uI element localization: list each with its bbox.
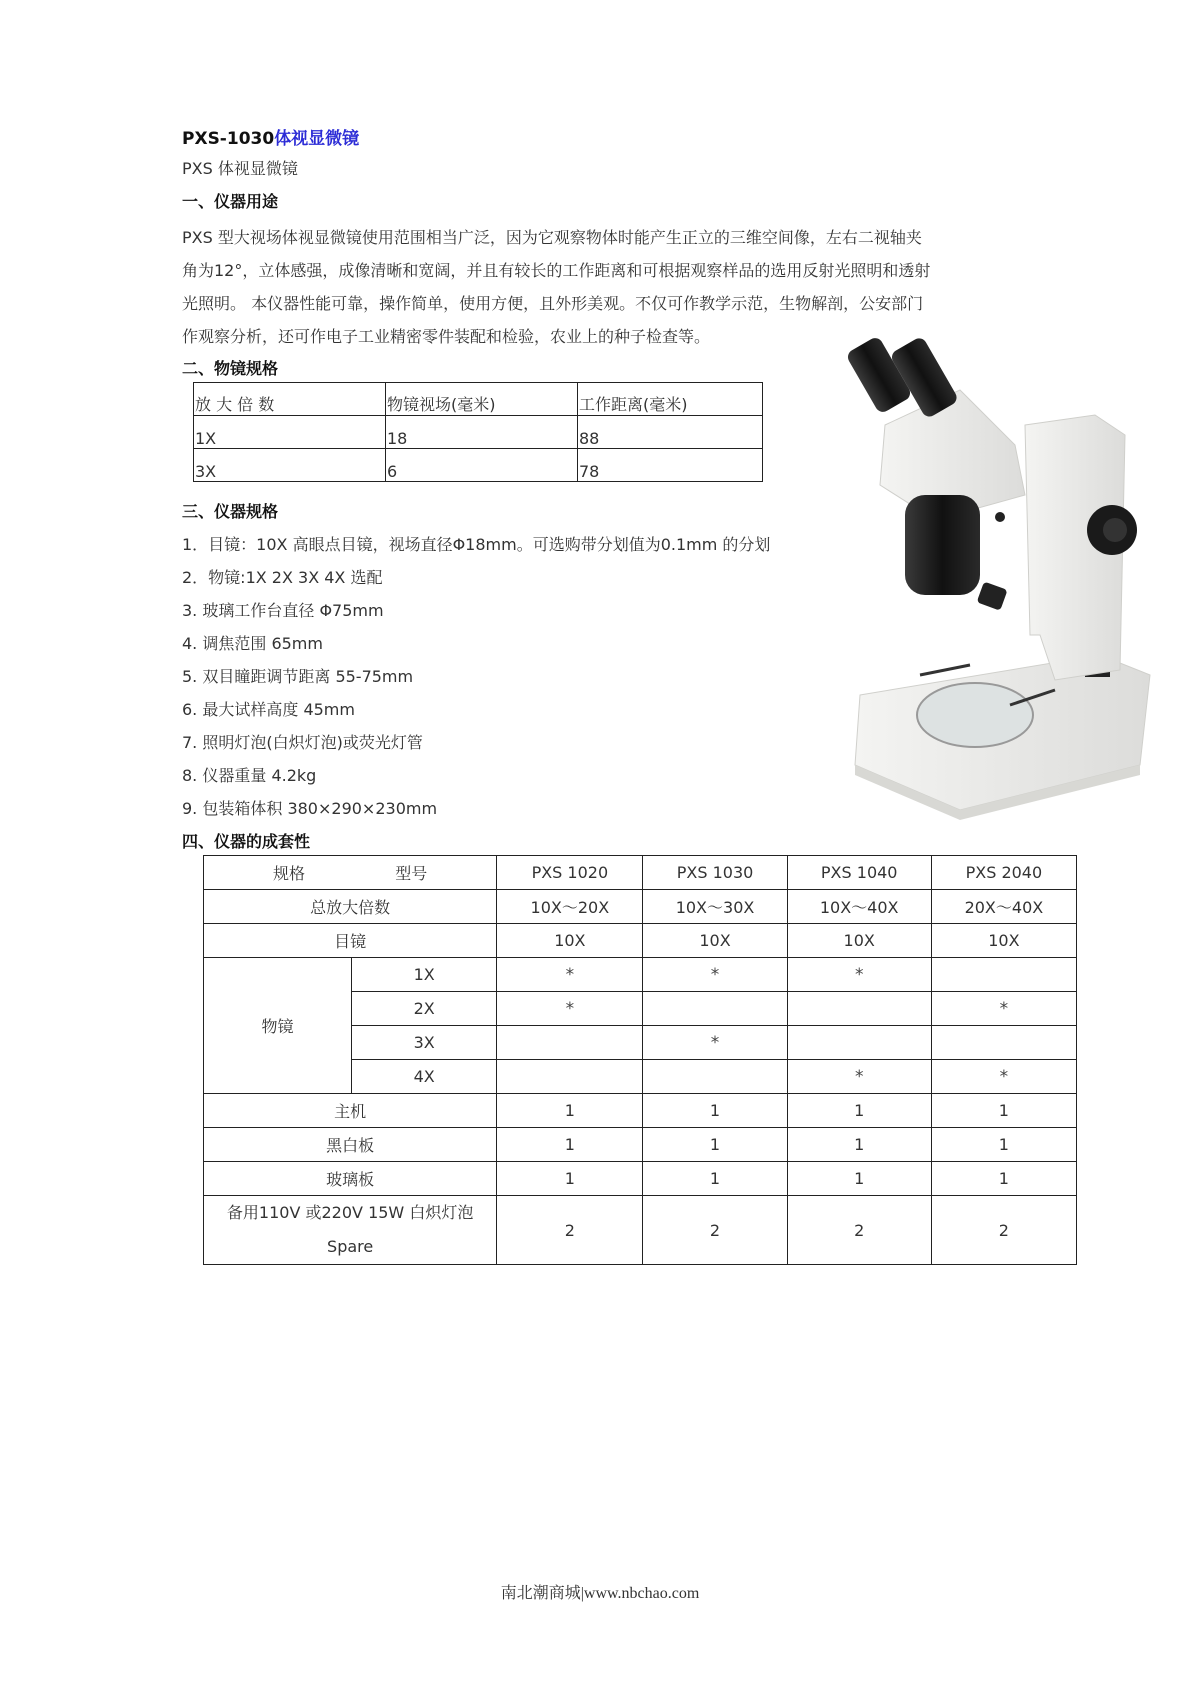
- table-cell: 88: [578, 416, 763, 449]
- model-header-cell: PXS 1020: [497, 856, 643, 890]
- row-label: 目镜: [204, 924, 497, 958]
- table-cell: 1: [643, 1094, 787, 1128]
- spare-label-line: Spare: [327, 1237, 374, 1256]
- row-label: 总放大倍数: [204, 890, 497, 924]
- row-label: 黑白板: [204, 1128, 497, 1162]
- mark-cell: [787, 1026, 931, 1060]
- mark-cell: [931, 1026, 1076, 1060]
- spec-item: 2．物镜:1X 2X 3X 4X 选配: [182, 568, 383, 587]
- table-cell: 1: [787, 1128, 931, 1162]
- spec-item: 1．目镜：10X 高眼点目镜，视场直径Φ18mm。可选购带分划值为0.1mm 的分划: [182, 535, 771, 554]
- section2-heading: 二、物镜规格: [182, 359, 279, 378]
- paragraph-line: 角为12°，立体感强，成像清晰和宽阔，并且有较长的工作距离和可根据观察样品的选用反射光照明和透射: [182, 261, 931, 280]
- corner-header-cell: [204, 856, 497, 890]
- table-cell: 1: [497, 1162, 643, 1196]
- table-cell: 10X: [643, 924, 787, 958]
- stereo-microscope-icon: [840, 335, 1170, 825]
- header-cell: 物镜视场(毫米): [386, 383, 578, 416]
- mark-cell: [787, 992, 931, 1026]
- model-header-cell: PXS 2040: [931, 856, 1076, 890]
- table-cell: 3X: [194, 449, 386, 482]
- paragraph-line: 作观察分析，还可作电子工业精密零件装配和检验，农业上的种子检查等。: [182, 327, 711, 346]
- table-cell: 2: [787, 1196, 931, 1265]
- table-cell: 10X～20X: [497, 890, 643, 924]
- table-cell: 78: [578, 449, 763, 482]
- table-cell: 10X: [931, 924, 1076, 958]
- table-cell: 1: [931, 1162, 1076, 1196]
- row-label: 玻璃板: [204, 1162, 497, 1196]
- row-label-objective: 物镜: [204, 958, 352, 1094]
- mark-cell: [931, 958, 1076, 992]
- footer-site: 南北潮商城|www.nbchao.com: [500, 1585, 700, 1602]
- table-cell: 2: [643, 1196, 787, 1265]
- model-header-cell: PXS 1030: [643, 856, 787, 890]
- spec-item: 6. 最大试样高度 45mm: [182, 700, 355, 719]
- spec-item: 8. 仪器重量 4.2kg: [182, 766, 317, 785]
- table-cell: 2: [931, 1196, 1076, 1265]
- table-cell: 1: [643, 1162, 787, 1196]
- table-header-row: [194, 383, 763, 416]
- title-model: PXS-1030: [182, 129, 275, 149]
- spec-item: 7. 照明灯泡(白炽灯泡)或荧光灯管: [182, 733, 423, 752]
- section1-paragraph: [182, 221, 1022, 353]
- table-cell: 20X～40X: [931, 890, 1076, 924]
- objective-spec-table: [193, 382, 763, 482]
- spec-item: 9. 包装箱体积 380×290×230mm: [182, 799, 438, 818]
- objective-mag-cell: 4X: [352, 1060, 497, 1094]
- table-header-row: [204, 856, 1077, 890]
- title-name: 体视显微镜: [274, 129, 360, 149]
- table-row: [204, 1162, 1077, 1196]
- section1-heading: 一、仪器用途: [182, 192, 279, 211]
- table-cell: 1: [787, 1162, 931, 1196]
- corner-left-label: 规格: [273, 864, 306, 883]
- mark-cell: *: [787, 958, 931, 992]
- spec-item: 4. 调焦范围 65mm: [182, 634, 323, 653]
- table-cell: 6: [386, 449, 578, 482]
- mark-cell: *: [931, 992, 1076, 1026]
- table-row: [204, 958, 1077, 992]
- spec-item: 5. 双目瞳距调节距离 55-75mm: [182, 667, 414, 686]
- table-row: [194, 416, 763, 449]
- table-cell: 1X: [194, 416, 386, 449]
- mark-cell: *: [931, 1060, 1076, 1094]
- row-label-spare: [204, 1196, 497, 1265]
- section4-heading: 四、仪器的成套性: [182, 832, 311, 851]
- model-header-cell: PXS 1040: [787, 856, 931, 890]
- mark-cell: *: [643, 1026, 787, 1060]
- header-cell: 工作距离(毫米): [578, 383, 763, 416]
- mark-cell: *: [787, 1060, 931, 1094]
- table-row: [204, 1196, 1077, 1265]
- corner-right-label: 型号: [395, 864, 428, 883]
- mark-cell: [497, 1060, 643, 1094]
- row-label: 主机: [204, 1094, 497, 1128]
- table-row: [204, 1094, 1077, 1128]
- header-cell: 放 大 倍 数: [194, 383, 386, 416]
- table-row: [204, 890, 1077, 924]
- table-row: [204, 1128, 1077, 1162]
- mark-cell: [643, 992, 787, 1026]
- paragraph-line: 光照明。 本仪器性能可靠，操作简单，使用方便，且外形美观。不仅可作教学示范，生物解剖，公安部门: [182, 294, 924, 313]
- table-cell: 1: [497, 1128, 643, 1162]
- table-row: [204, 924, 1077, 958]
- kit-composition-table: [203, 855, 1077, 1265]
- mark-cell: *: [497, 992, 643, 1026]
- microscope-image: [840, 335, 1170, 825]
- mark-cell: [643, 1060, 787, 1094]
- paragraph-line: PXS 型大视场体视显微镜使用范围相当广泛，因为它观察物体时能产生正立的三维空间像，左右二视轴夹: [182, 228, 922, 247]
- table-cell: 10X～40X: [787, 890, 931, 924]
- objective-mag-cell: 1X: [352, 958, 497, 992]
- table-cell: 1: [931, 1094, 1076, 1128]
- objective-mag-cell: 2X: [352, 992, 497, 1026]
- table-cell: 10X: [497, 924, 643, 958]
- mark-cell: *: [497, 958, 643, 992]
- section3-heading: 三、仪器规格: [182, 502, 279, 521]
- mark-cell: [497, 1026, 643, 1060]
- table-cell: 10X～30X: [643, 890, 787, 924]
- spec-item: 3. 玻璃工作台直径 Φ75mm: [182, 601, 384, 620]
- subtitle: PXS 体视显微镜: [182, 159, 298, 178]
- spare-label-line: 备用110V 或220V 15W 白炽灯泡: [226, 1203, 474, 1222]
- table-cell: 1: [643, 1128, 787, 1162]
- table-cell: 10X: [787, 924, 931, 958]
- mark-cell: *: [643, 958, 787, 992]
- table-cell: 1: [787, 1094, 931, 1128]
- table-row: [194, 449, 763, 482]
- table-cell: 18: [386, 416, 578, 449]
- table-cell: 1: [931, 1128, 1076, 1162]
- objective-mag-cell: 3X: [352, 1026, 497, 1060]
- document-title: [182, 124, 359, 149]
- table-cell: 1: [497, 1094, 643, 1128]
- table-cell: 2: [497, 1196, 643, 1265]
